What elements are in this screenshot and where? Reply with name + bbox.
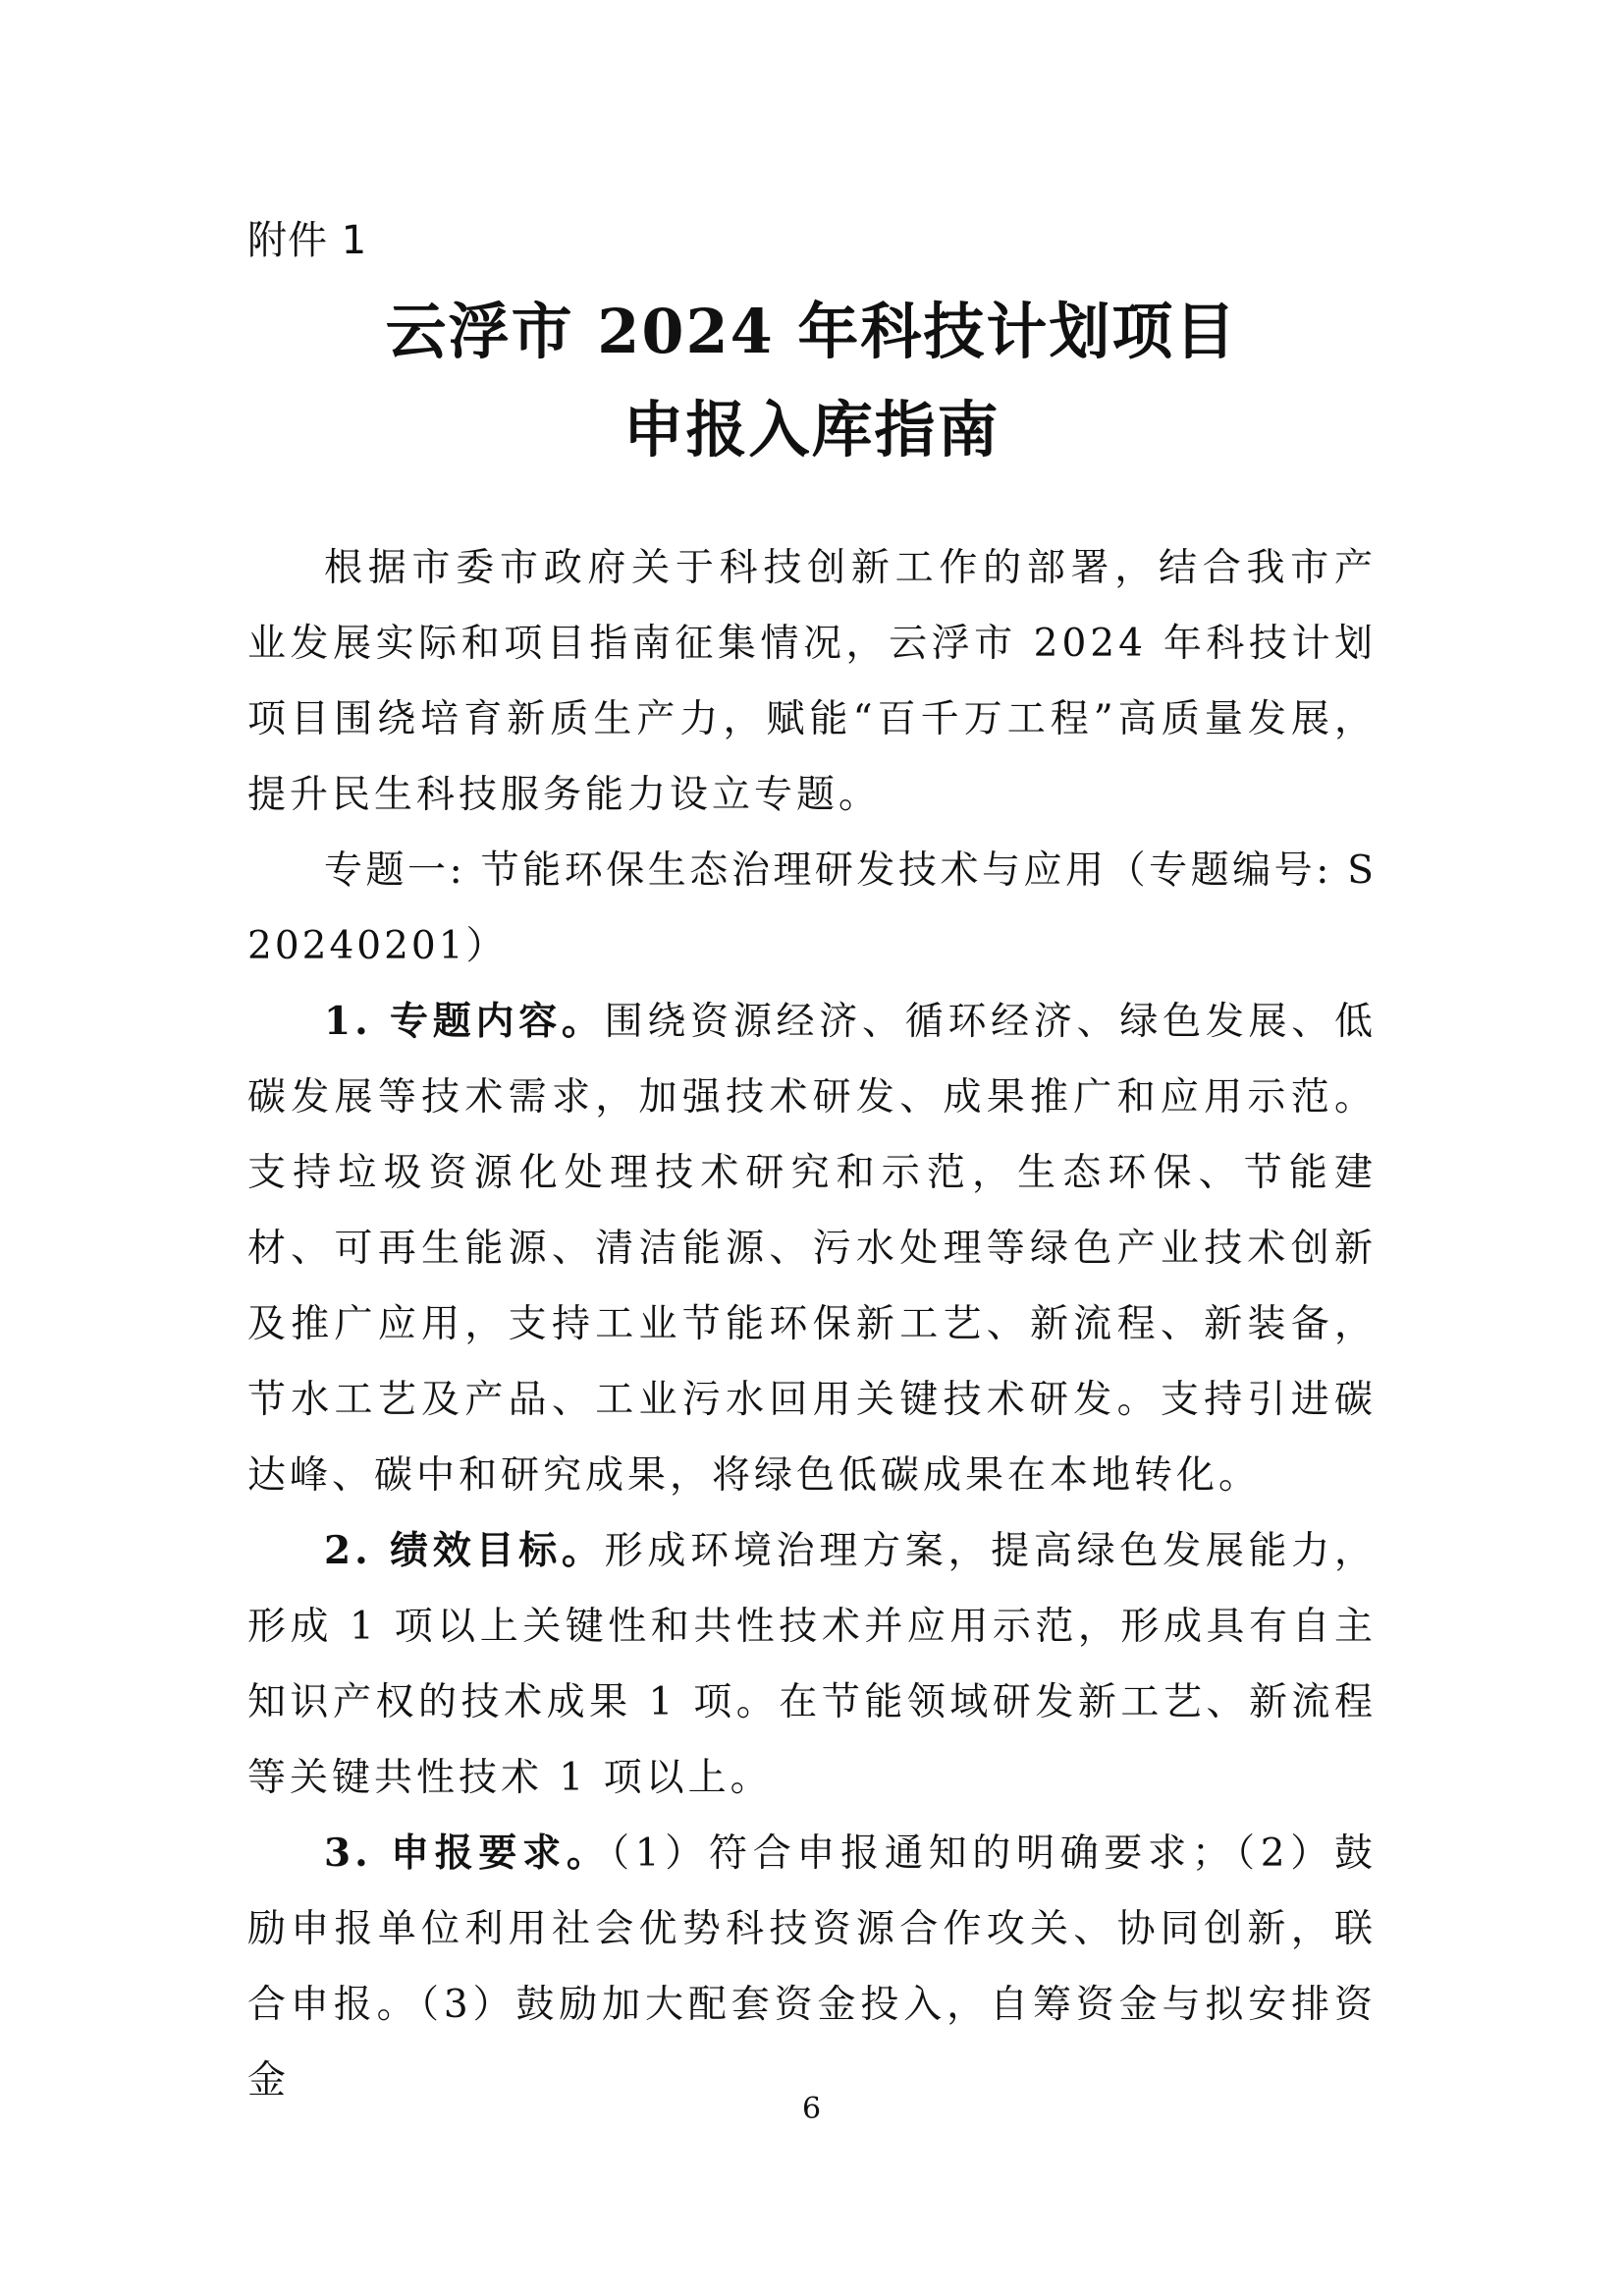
section-content-lead: 1. 专题内容。 [324,999,605,1044]
section-requirements-text: （1）符合申报通知的明确要求；（2）鼓励申报单位利用社会优势科技资源合作攻关、协同创新，联合申报。（3）鼓励加大配套资金投入，自筹资金与拟安排资金 [247,1831,1377,2103]
title-line-2: 申报入库指南 [622,394,1001,465]
section-goals [247,1513,1377,1816]
document-title [0,283,1623,479]
section-goals-text: 形成环境治理方案，提高绿色发展能力，形成 1 项以上关键性和共性技术并应用示范，形成具有自主知识产权的技术成果 1 项。在节能领域研发新工艺、新流程等关键共性技术 1 项以上。 [247,1529,1377,1800]
section-requirements-lead: 3. 申报要求。 [324,1831,611,1876]
intro-paragraph: 根据市委市政府关于科技创新工作的部署，结合我市产业发展实际和项目指南征集情况，云浮市 2024 年科技计划项目围绕培育新质生产力，赋能“百千万工程”高质量发展，提升民生科技服务能力设立专题。 [247,546,1377,817]
attachment-label: 附件 1 [247,218,368,263]
page-number: 6 [801,2092,822,2126]
topic-heading: 专题一: 节能环保生态治理研发技术与应用（专题编号: S20240201） [247,848,1377,968]
document-body [247,530,1377,2118]
section-content [247,984,1377,1513]
section-requirements [247,1816,1377,2118]
title-line-1: 云浮市 2024 年科技计划项目 [385,296,1238,367]
section-goals-lead: 2. 绩效目标。 [324,1528,605,1573]
section-content-text: 围绕资源经济、循环经济、绿色发展、低碳发展等技术需求，加强技术研发、成果推广和应用示范。支持垃圾资源化处理技术研究和示范，生态环保、节能建材、可再生能源、清洁能源、污水处理等绿色产业技术创新及推广应用，支持工业节能环保新工艺、新流程、新装备，节水工艺及产品、工业污水回用关键技术研发。支持引进碳达峰、碳中和研究成果，将绿色低碳成果在本地转化。 [247,1000,1377,1498]
